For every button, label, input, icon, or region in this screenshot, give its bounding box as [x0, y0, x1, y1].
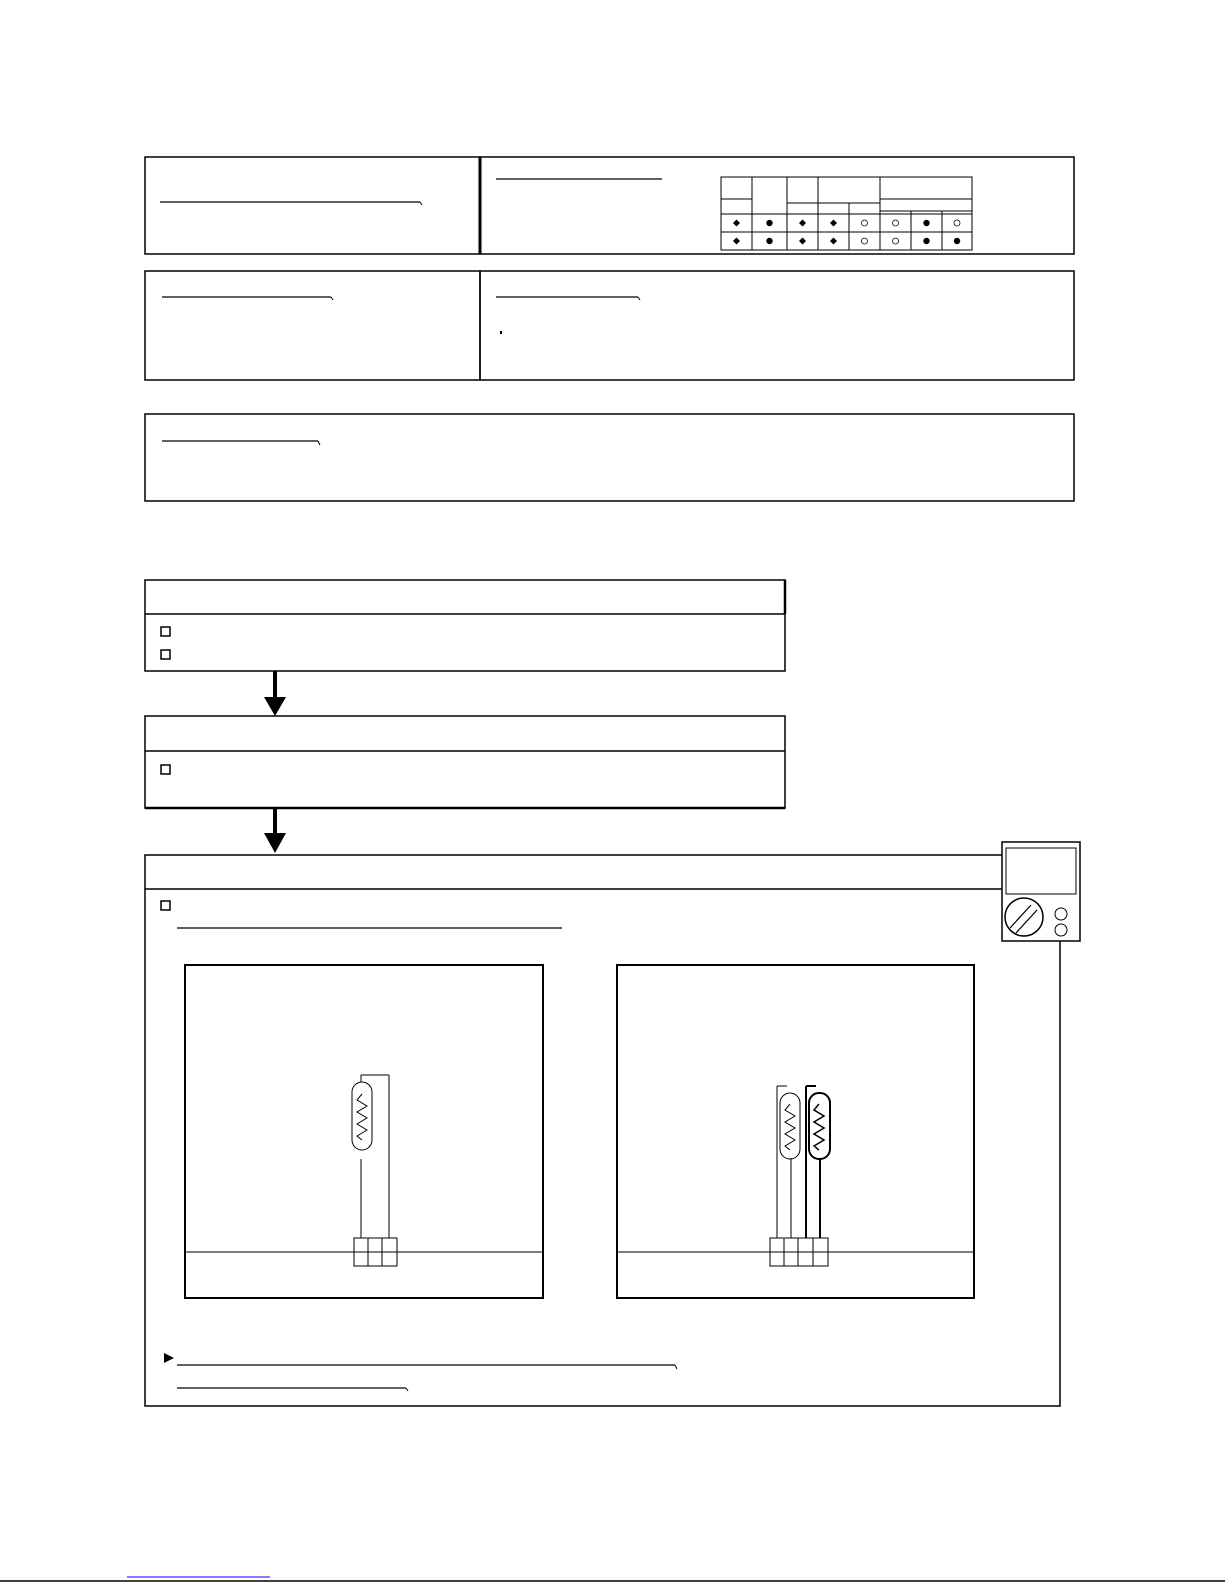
flow-step-2: [145, 716, 785, 808]
symbol-table: [721, 177, 972, 250]
multimeter-icon: [1002, 842, 1080, 941]
symbol-diamond: [733, 238, 740, 245]
flow-step-3: [145, 855, 1060, 1406]
arrow-down-icon: [264, 808, 286, 853]
panel-top-right: [480, 157, 1074, 254]
checkbox: [161, 627, 170, 636]
thermistor: [780, 1093, 800, 1159]
symbol-circle: [862, 238, 868, 244]
symbol-diamond: [799, 220, 806, 227]
diagram-single-thermistor: [185, 965, 543, 1298]
symbol-diamond: [799, 238, 806, 245]
symbol-dot: [766, 238, 772, 244]
diagram-dual-thermistor: [617, 965, 974, 1298]
symbol-circle: [893, 238, 899, 244]
symbol-circle: [954, 220, 960, 226]
arrow-down-icon: [264, 671, 286, 716]
symbol-dot: [923, 220, 929, 226]
bullet-dot: [500, 331, 502, 334]
triangle-bullet-icon: [164, 1353, 174, 1363]
panel-wide: [145, 414, 1074, 501]
panel-mid-left: [145, 271, 480, 380]
symbol-diamond: [830, 220, 837, 227]
symbol-diamond: [733, 220, 740, 227]
symbol-dot: [954, 238, 960, 244]
symbol-diamond: [830, 238, 837, 245]
checkbox: [161, 765, 170, 774]
checkbox: [161, 650, 170, 659]
flow-step-1: [145, 580, 785, 671]
panel-top-left: [145, 157, 480, 254]
panel-mid-right: [480, 271, 1074, 380]
symbol-circle: [893, 220, 899, 226]
checkbox: [161, 901, 170, 910]
symbol-dot: [766, 220, 772, 226]
symbol-dot: [923, 238, 929, 244]
symbol-circle: [862, 220, 868, 226]
